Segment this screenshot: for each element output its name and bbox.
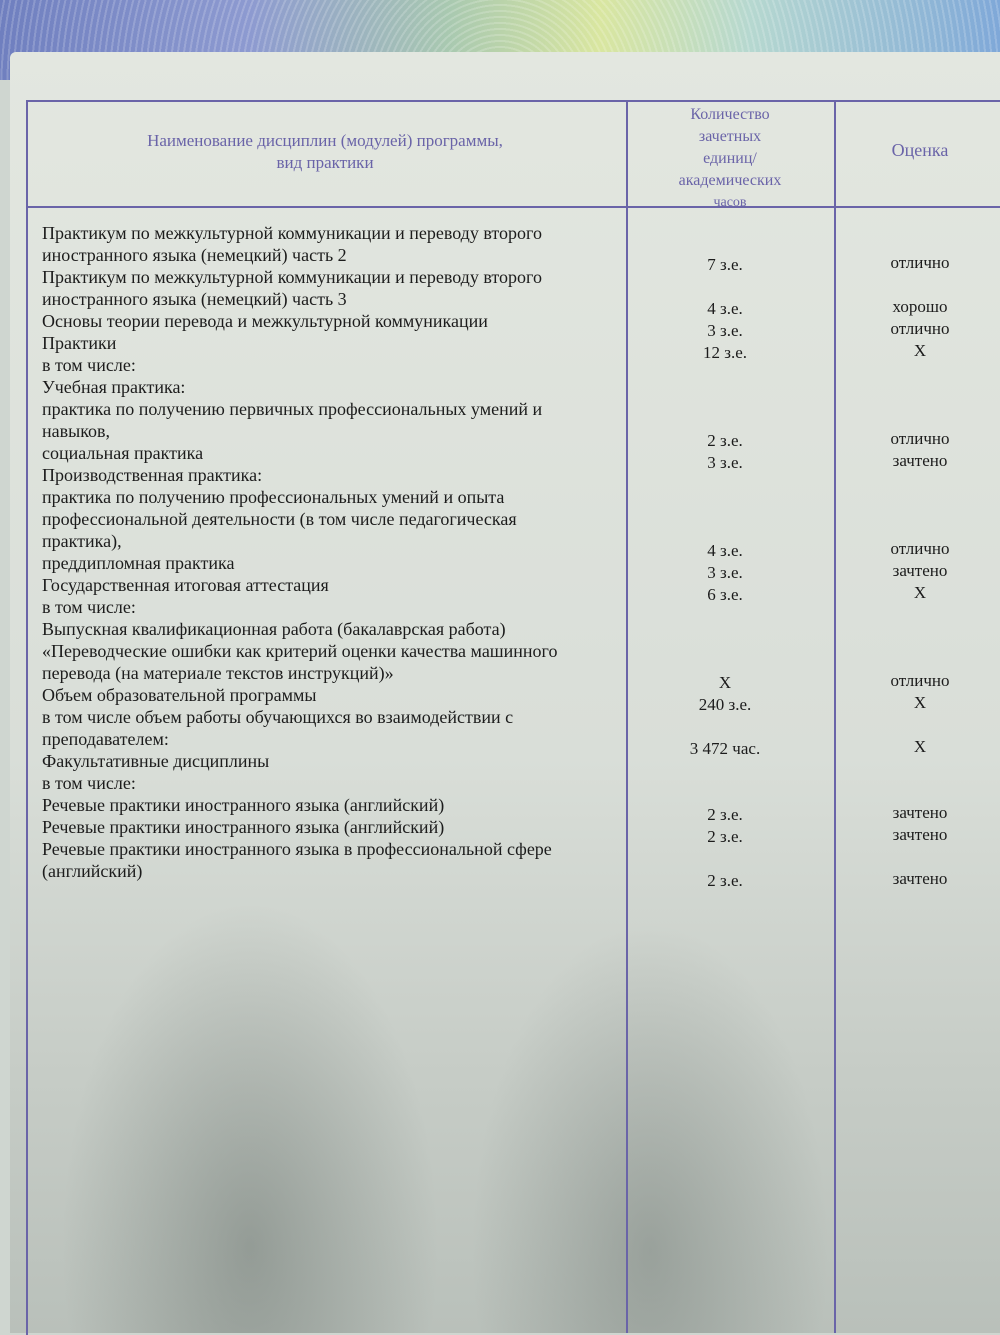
grade-cell: отлично (890, 539, 950, 558)
discipline-name-line: практика по получению первичных профессиональных умений и (42, 399, 543, 419)
discipline-name-line: в том числе: (42, 597, 136, 617)
header-text: зачетных (698, 128, 762, 145)
credit-units-cell: 4 з.е. (707, 541, 743, 560)
credit-units-cell: 2 з.е. (707, 871, 743, 890)
discipline-name-line: Практики (42, 333, 117, 353)
credit-units-cell: 3 з.е. (707, 453, 743, 472)
grade-cell: X (913, 341, 927, 360)
discipline-name-line: Факультативные дисциплины (42, 751, 270, 771)
grade-cell: X (913, 693, 927, 712)
discipline-name-line: практика), (42, 531, 122, 551)
credit-units-cell: 6 з.е. (707, 585, 743, 604)
discipline-name-line: в том числе: (42, 355, 136, 375)
grade-cell: отлично (890, 253, 950, 272)
discipline-name-line: навыков, (42, 421, 111, 441)
column-divider (626, 100, 628, 1333)
credit-units-cell: 4 з.е. (707, 299, 743, 318)
credit-units-cell: 7 з.е. (707, 255, 743, 274)
credit-units-cell: 240 з.е. (698, 695, 752, 714)
header-text: Наименование дисциплин (модулей) программы, (147, 131, 503, 150)
discipline-name-line: перевода (на материале текстов инструкций)» (42, 663, 394, 683)
grade-cell: отлично (890, 319, 950, 338)
discipline-name-line: Речевые практики иностранного языка в профессиональной сфере (42, 839, 552, 859)
credit-units-cell: 3 472 час. (689, 739, 761, 758)
grade-cell: X (913, 583, 927, 602)
grade-cell: хорошо (892, 297, 948, 316)
discipline-name-line: преподавателем: (42, 729, 169, 749)
discipline-name-line: (английский) (42, 861, 143, 881)
header-discipline-name (100, 130, 550, 174)
discipline-name-line: Объем образовательной программы (42, 685, 317, 705)
header-text: часов (713, 195, 747, 210)
header-grade: Оценка (891, 140, 949, 160)
discipline-name-line: практика по получению профессиональных умений и опыта (42, 487, 505, 507)
credit-units-cell: X (718, 673, 732, 692)
credit-units-cell: 2 з.е. (707, 805, 743, 824)
discipline-name-line: Практикум по межкультурной коммуникации и переводу второго (42, 267, 542, 287)
grade-cell: отлично (890, 429, 950, 448)
header-divider (26, 206, 1000, 208)
discipline-name-line: Производственная практика: (42, 465, 263, 485)
discipline-name-line: преддипломная практика (42, 553, 235, 573)
discipline-name-line: «Переводческие ошибки как критерий оценки качества машинного (42, 641, 558, 661)
credit-units-cell: 2 з.е. (707, 827, 743, 846)
discipline-name-line: Речевые практики иностранного языка (английский) (42, 795, 445, 815)
discipline-name-line: Государственная итоговая аттестация (42, 575, 329, 595)
discipline-name-line: Речевые практики иностранного языка (английский) (42, 817, 445, 837)
credit-units-cell: 2 з.е. (707, 431, 743, 450)
column-divider (834, 100, 836, 1333)
grade-cell: отлично (890, 671, 950, 690)
credit-units-cell: 12 з.е. (702, 343, 747, 362)
header-text: академических (678, 172, 782, 189)
grade-cell: X (913, 737, 927, 756)
discipline-name-line: Учебная практика: (42, 377, 186, 397)
discipline-name-line: Практикум по межкультурной коммуникации и переводу второго (42, 223, 542, 243)
discipline-name-line: в том числе: (42, 773, 136, 793)
header-text: вид практики (276, 153, 374, 172)
grade-cell: зачтено (892, 561, 948, 580)
discipline-name-line: профессиональной деятельности (в том числе педагогическая (42, 509, 517, 529)
discipline-name-line: иностранного языка (немецкий) часть 2 (42, 245, 347, 265)
discipline-name-line: Выпускная квалификационная работа (бакалаврская работа) (42, 619, 506, 639)
grade-cell: зачтено (892, 803, 948, 822)
grade-cell: зачтено (892, 451, 948, 470)
header-credit-units (640, 104, 820, 214)
grade-cell: зачтено (892, 825, 948, 844)
header-text: Количество (690, 106, 770, 123)
header-text: единиц/ (703, 150, 757, 167)
credit-units-cell: 3 з.е. (707, 321, 743, 340)
discipline-name-line: социальная практика (42, 443, 204, 463)
discipline-name-line: в том числе объем работы обучающихся во взаимодействии с (42, 707, 514, 727)
grade-cell: зачтено (892, 869, 948, 888)
discipline-name-line: иностранного языка (немецкий) часть 3 (42, 289, 347, 309)
discipline-name-line: Основы теории перевода и межкультурной коммуникации (42, 311, 488, 331)
credit-units-cell: 3 з.е. (707, 563, 743, 582)
